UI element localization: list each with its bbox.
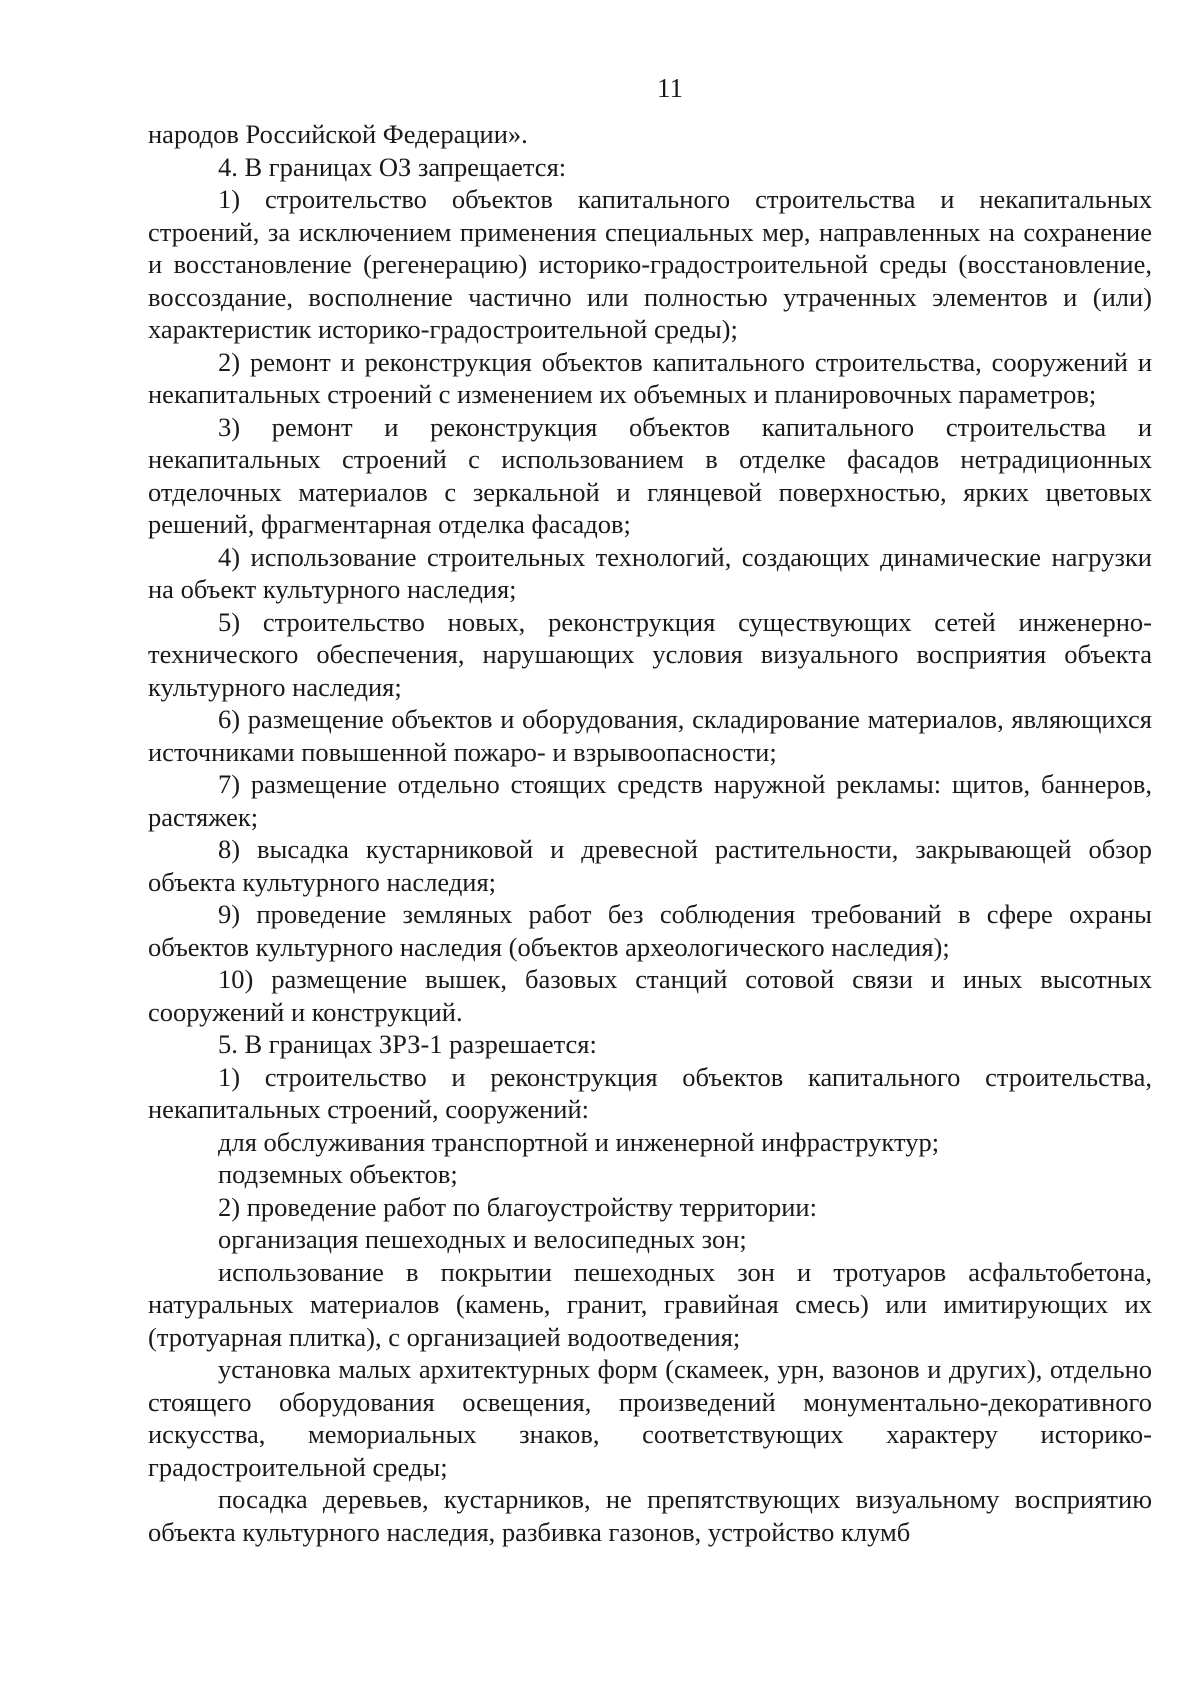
paragraph: народов Российской Федерации».	[148, 119, 528, 149]
paragraph: 7) размещение отдельно стоящих средств наружной рекламы: щитов, баннеров, растяжек;	[148, 769, 1152, 832]
paragraph: 8) высадка кустарниковой и древесной растительности, закрывающей обзор объекта культурного наследия;	[148, 834, 1152, 897]
paragraph: подземных объектов;	[218, 1159, 458, 1189]
paragraph: 9) проведение земляных работ без соблюдения требований в сфере охраны объектов культурного наследия (объектов археологического наследия);	[148, 899, 1152, 962]
paragraph: 1) строительство и реконструкция объектов капитального строительства, некапитальных строений, сооружений:	[148, 1061, 1152, 1124]
document-page	[148, 72, 1152, 1548]
document-body	[148, 118, 1152, 1548]
paragraph: 1) строительство объектов капитального строительства и некапитальных строений, за исключением применения специальных мер, направленных на сохранение и восстановление (регенерацию) историко-градостроительной среды (восстановление, воссоздание, восполнение частично или полностью утраченных элементов и (или) характеристик историко-градостроительной среды);	[148, 184, 1152, 344]
paragraph: 6) размещение объектов и оборудования, складирование материалов, являющихся источниками повышенной пожаро- и взрывоопасности;	[148, 704, 1152, 767]
paragraph: установка малых архитектурных форм (скамеек, урн, вазонов и других), отдельно стоящего оборудования освещения, произведений монументально-декоративного искусства, мемориальных знаков, соответствующих характеру историко-градостроительной среды;	[148, 1354, 1152, 1482]
paragraph: посадка деревьев, кустарников, не препятствующих визуальному восприятию объекта культурного наследия, разбивка газонов, устройство клумб	[148, 1484, 1152, 1547]
paragraph: 5) строительство новых, реконструкция существующих сетей инженерно-технического обеспечения, нарушающих условия визуального восприятия объекта культурного наследия;	[148, 606, 1152, 702]
paragraph: 2) ремонт и реконструкция объектов капитального строительства, сооружений и некапитальных строений с изменением их объемных и планировочных параметров;	[148, 346, 1152, 409]
paragraph: для обслуживания транспортной и инженерной инфраструктур;	[218, 1126, 940, 1157]
paragraph: организация пешеходных и велосипедных зон;	[218, 1224, 747, 1254]
paragraph: 5. В границах ЗРЗ-1 разрешается:	[218, 1029, 597, 1059]
paragraph: 10) размещение вышек, базовых станций сотовой связи и иных высотных сооружений и конструкций.	[148, 964, 1152, 1027]
paragraph: 4. В границах ОЗ запрещается:	[218, 151, 567, 182]
page-number: 11	[657, 73, 683, 103]
paragraph: 2) проведение работ по благоустройству территории:	[218, 1191, 817, 1222]
paragraph: 3) ремонт и реконструкция объектов капитального строительства и некапитальных строений с использованием в отделке фасадов нетрадиционных отделочных материалов с зеркальной и глянцевой поверхностью, ярких цветовых решений, фрагментарная отделка фасадов;	[148, 411, 1152, 539]
paragraph: 4) использование строительных технологий, создающих динамические нагрузки на объект культурного наследия;	[148, 541, 1152, 604]
paragraph: использование в покрытии пешеходных зон и тротуаров асфальтобетона, натуральных материалов (камень, гранит, гравийная смесь) или имитирующих их (тротуарная плитка), с организацией водоотведения;	[148, 1256, 1152, 1352]
